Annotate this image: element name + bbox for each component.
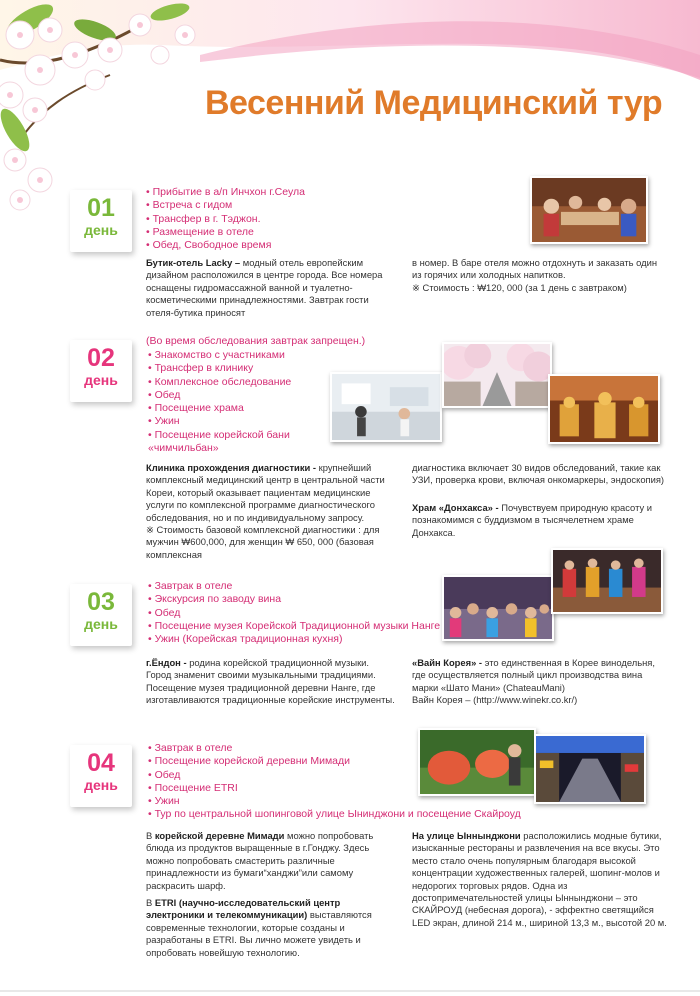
yeongdong-description: г.Ёндон - родина корейской традиционной музыки. Город знаменит своими музыкальными традициями. Посещение музея традиционной деревни Нанге, где изготавливаются традиционные корейские инструменты. xyxy=(146,657,395,706)
hotel-name: Бутик-отель Lacky – xyxy=(146,257,241,268)
list-item: • Посещение корейской бани «чимчильбан» xyxy=(148,429,323,456)
list-item: • Экскурсия по заводу вина xyxy=(148,593,448,606)
list-item: • Завтрак в отеле xyxy=(148,742,528,755)
cherry-blossom-road-photo xyxy=(442,342,552,408)
list-item: • Размещение в отеле xyxy=(146,226,466,239)
clinic-description-continued: диагностика включает 30 видов обследований, такие как УЗИ, проверка крови, включая онкомаркеры, эндоскопия) xyxy=(412,462,665,486)
city-name: г.Ёндон - xyxy=(146,657,187,668)
day-badge-04 xyxy=(70,745,132,807)
wine-name: «Вайн Корея» - xyxy=(412,657,483,668)
day-badge-02 xyxy=(70,340,132,402)
list-item: • Встреча с гидом xyxy=(146,199,466,212)
day-02-schedule xyxy=(148,349,323,455)
temple-name: Храм «Донхакса» - xyxy=(412,502,499,513)
day-03-schedule xyxy=(148,580,448,646)
village-photo xyxy=(418,728,536,796)
list-item: • Обед xyxy=(148,769,528,782)
skyroad-street-photo xyxy=(534,734,646,804)
list-item: • Трансфер в г. Тэджон. xyxy=(146,213,466,226)
list-item: • Посещение корейской деревни Мимади xyxy=(148,755,528,768)
list-item: • Обед, Свободное время xyxy=(146,239,466,252)
eunhaengdong-description: На улице Ыннынджони расположились модные бутики, изысканные рестораны и развлечения на все вкусы. Это место стало очень популярным благодаря высокой концентрации художественных галерей, шопинг-молов и недорогих торговых рядов. Одна из достопримечательностей улицы Ыннынджони – это СКАЙРОУД (небесная дорога), - эффектно светящийся LED экран, длиной 214 м., шириной 13,3 м., высотой 20 м. xyxy=(412,830,667,928)
traditional-performance-photo xyxy=(551,548,663,614)
list-item: • Посещение храма xyxy=(148,402,323,415)
list-item: • Трансфер в клинику xyxy=(148,362,323,375)
list-item: • Обед xyxy=(148,389,323,402)
day-number: 04 xyxy=(87,749,115,777)
hotel-description-continued: в номер. В баре отеля можно отдохнуть и заказать один из горячих или холодных напитков. ※ Стоимость : ₩120, 000 (за 1 день с завтраком) xyxy=(412,257,658,293)
list-item: • Ужин (Корейская традиционная кухня) xyxy=(148,633,448,646)
day-label: день xyxy=(84,777,118,793)
day-01-schedule xyxy=(146,186,466,252)
list-item: • Тур по центральной шопинговой улице Ынинджони и посещение Скайроуд xyxy=(148,808,528,821)
day-number: 01 xyxy=(87,194,115,222)
clinic-description: Клиника прохождения диагностики - крупнейший комплексный медицинский центр в центральной части Кореи, который оказывает пациентам медицинские услуги по комплексной программе диагностического обследования, но и по индивидуальному запросу. ※ Стоимость базовой комплексной диагностики : для мужчин ₩600,000, для женщин ₩ 650, 000 (базовая комплексная xyxy=(146,462,385,560)
day-number: 02 xyxy=(87,344,115,372)
list-item: • Посещение ETRI xyxy=(148,782,528,795)
day-label: день xyxy=(84,372,118,388)
page-title: Весенний Медицинский тур xyxy=(205,84,663,122)
day-label: день xyxy=(84,616,118,632)
day-label: день xyxy=(84,222,118,238)
day-badge-03 xyxy=(70,584,132,646)
restaurant-photo xyxy=(530,176,648,244)
list-item: • Комплексное обследование xyxy=(148,376,323,389)
list-item: • Знакомство с участниками xyxy=(148,349,323,362)
day-number: 03 xyxy=(87,588,115,616)
list-item: • Ужин xyxy=(148,795,528,808)
festival-crowd-photo xyxy=(442,575,554,641)
clinic-cost: ※ Стоимость базовой комплексной диагностики : для мужчин ₩600,000, для женщин ₩ 650, 000 (базовая комплексная xyxy=(146,524,380,560)
list-item: • Обед xyxy=(148,607,448,620)
day-badge-01 xyxy=(70,190,132,252)
list-item: • Прибытие в а/п Инчхон г.Сеула xyxy=(146,186,466,199)
list-item: • Ужин xyxy=(148,415,323,428)
hotel-description: Бутик-отель Lacky – модный отель европейским дизайном расположился в центре города. Все номера оснащены гидромассажной ванной и туалетно-косметическими принадлежностями. Завтрак гости отеля-бутика приносят xyxy=(146,257,383,318)
clinic-photo xyxy=(330,372,442,442)
clinic-name: Клиника прохождения диагностики - xyxy=(146,462,317,473)
wine-korea-link[interactable]: Вайн Корея – (http://www.winekr.co.kr/) xyxy=(412,694,578,706)
etri-description: В ETRI (научно-исследовательский центр электроники и телекоммуникации) выставляются современные технологии, которые созданы и разработаны в ETRI. Вы лично можете увидеть и опробовать новейшую технологию. xyxy=(146,897,372,958)
village-name: корейской деревне Мимади xyxy=(154,830,285,841)
temple-description: Храм «Донхакса» - Почувствуем природную красоту и познакомимся с буддизмом в тысячелетнем храме Донхакса. xyxy=(412,502,652,538)
cherry-blossom-decoration xyxy=(0,0,230,215)
street-name: На улице Ыннынджони xyxy=(412,830,521,841)
page-bottom-divider xyxy=(0,990,700,992)
etri-name: ETRI (научно-исследовательский центр электроники и телекоммуникации) xyxy=(146,897,341,921)
hotel-cost: ※ Стоимость : ₩120, 000 (за 1 день с завтраком) xyxy=(412,281,627,293)
temple-photo xyxy=(548,374,660,444)
day-02-note: (Во время обследования завтрак запрещен.) xyxy=(146,335,366,347)
mimadi-description: В корейской деревне Мимади можно попробовать блюда из продуктов выращенные в г.Гонджу. Здесь можно попробовать смастерить различные принадлежности из бумаги“ханджи”или самому раскрасить шарф. xyxy=(146,830,374,891)
list-item: • Завтрак в отеле xyxy=(148,580,448,593)
wine-korea-description: «Вайн Корея» - это единственная в Корее винодельня, где осуществляется полный цикл производства вина марки «Шато Мани» (ChateauMani) Вайн Корея – (http://www.winekr.co.kr/) xyxy=(412,657,655,706)
list-item: • Посещение музея Корейской Традиционной музыки Нанге xyxy=(148,620,448,633)
